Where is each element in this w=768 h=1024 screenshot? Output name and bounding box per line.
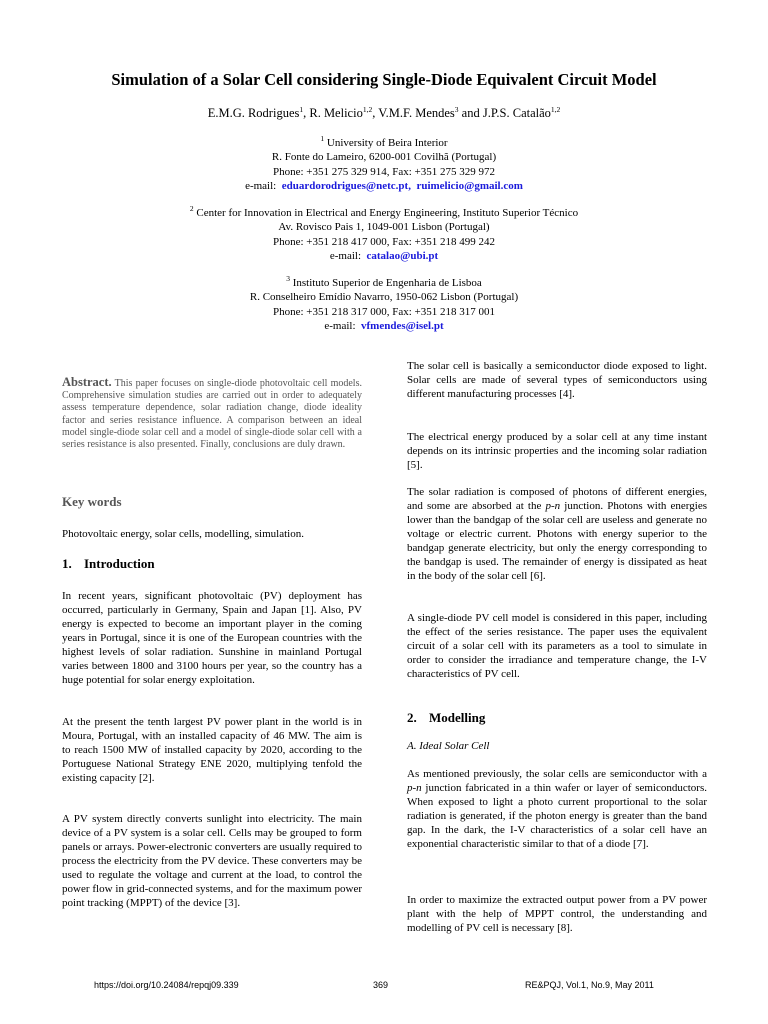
paper-title: Simulation of a Solar Cell considering Single-Diode Equivalent Circuit Model — [111, 70, 657, 89]
paragraph: In order to maximize the extracted output power from a PV power plant with the help of MPPT control, the understanding and modelling of PV cell is necessary [8]. — [407, 894, 707, 934]
abstract-text: This paper focuses on single-diode photovoltaic cell models. Comprehensive simulation studies are carried out in order to adequately assess temperature dependence, solar radiation change, diode ideality factor and series resistance influence. A comparison between an ideal model single-diode solar cell and a model of single-diode solar cell with a series resistance is also presented. Finally, conclusions are duly drawn. — [62, 378, 362, 451]
intro-paragraph-3 — [62, 812, 362, 910]
affiliation-name: University of Beira Interior — [326, 137, 448, 149]
paragraph: At the present the tenth largest PV power plant in the world is in Moura, Portugal, with an installed capacity of 46 MW. The aim is to reach 1500 MW of installed capacity by 2020, according to the Portuguese National Strategy ENE 2020, multiplying tenfold the existing capacity [2]. — [62, 716, 362, 784]
text-run: As mentioned previously, the solar cells are semiconductor with a — [407, 768, 707, 780]
paragraph: The solar cell is basically a semiconductor diode exposed to light. Solar cells are made of several types of semiconductors using different manufacturing processes [4]. — [407, 360, 707, 400]
affiliation-address: Av. Rovisco Pais 1, 1049-001 Lisbon (Portugal) — [278, 221, 490, 234]
intro-paragraph-1 — [62, 589, 362, 687]
section-title: Introduction — [84, 556, 155, 571]
keywords-heading: Key words — [62, 494, 122, 509]
affiliation-2 — [0, 206, 768, 263]
footer-page-number: 369 — [373, 980, 389, 990]
author-name: J.P.S. Catalão — [482, 106, 551, 120]
right-paragraph-3 — [407, 485, 707, 583]
affiliation-name: Center for Innovation in Electrical and Energy Engineering, Instituto Superior Técnico — [196, 207, 579, 219]
keywords-text: Photovoltaic energy, solar cells, modelling, simulation. — [62, 528, 304, 540]
text-run: The solar radiation is composed of photons of different energies, and some are absorbed at the — [407, 486, 707, 512]
text-run: junction. Photons with energies lower than the bandgap of the solar cell are useless and generate no voltage or electric current. Photons with energy superior to the bandgap generate electricity, but only the energy corresponding to the bandgap is used. The remainder of energy is dissipated as heat in the body of the solar cell [6]. — [407, 500, 707, 582]
affiliation-phone: Phone: +351 218 317 000, Fax: +351 218 317 001 — [272, 305, 496, 318]
paragraph: A PV system directly converts sunlight into electricity. The main device of a PV system is a solar cell. Cells may be grouped to form panels or arrays. Power-electronic converters are usually required to process the electricity from the PV device. These converters may be used to regulate the voltage and current at the load, to control the power flow in grid-connected systems, and for the maximum power point tracking (MPPT) of the device [3]. — [62, 813, 363, 909]
text-italic: p-n — [407, 782, 422, 794]
subsection-heading: A. Ideal Solar Cell — [407, 740, 490, 752]
section-title: Modelling — [429, 710, 486, 725]
author-separator: , — [372, 106, 379, 120]
right-paragraph-1 — [407, 359, 707, 401]
paragraph: A single-diode PV cell model is considered in this paper, including the effect of the series resistance. The paper uses the equivalent circuit of a solar cell with its parameters as a tool to simulate in order to consider the irradiance and temperature change, the I-V characteristics of PV cell. — [407, 612, 707, 680]
author-name: R. Melicio — [309, 106, 363, 120]
affiliation-phone: Phone: +351 218 417 000, Fax: +351 218 499 242 — [272, 235, 496, 248]
abstract — [62, 376, 362, 451]
affiliation-mark: 1 — [320, 134, 325, 143]
right-paragraph-2 — [407, 430, 707, 472]
affiliation-mark: 3 — [286, 274, 290, 283]
abstract-label: Abstract. — [62, 375, 112, 389]
author-affiliation-mark: 1 — [299, 105, 304, 114]
section-heading-modelling — [407, 710, 485, 726]
email-link[interactable]: ruimelicio@gmail.com — [416, 179, 523, 192]
author-list — [0, 106, 768, 121]
modelling-paragraph-2 — [407, 893, 707, 935]
text-run: junction fabricated in a thin wafer or layer of semiconductors. When exposed to light a photo current proportional to the solar radiation is generated, if the photon energy is greater than the band gap. In the dark, the I-V characteristics of a solar cell have an exponential characteristic similar to that of a diode [7]. — [407, 782, 707, 850]
affiliation-name: Instituto Superior de Engenharia de Lisboa — [292, 277, 482, 289]
email-link[interactable]: catalao@ubi.pt — [366, 249, 439, 262]
modelling-paragraph-1 — [407, 767, 707, 851]
section-heading-introduction — [62, 556, 155, 572]
author-separator: and — [458, 106, 483, 120]
affiliation-mark: 2 — [189, 204, 194, 213]
email-label: e-mail: — [324, 319, 356, 332]
paragraph: In recent years, significant photovoltaic (PV) deployment has occurred, particularly in Germany, Spain and Japan [1]. Also, PV energy is expected to become an important player in the coming years in Portugal, since it is one of the European countries with the highest levels of solar radiation. Sunshine in mainland Portugal varies between 1800 and 3100 hours per year, so the country has a huge potential for solar energy exploitation. — [62, 590, 362, 686]
affiliation-1 — [0, 136, 768, 193]
author-name: E.M.G. Rodrigues — [207, 106, 300, 120]
author-affiliation-mark: 3 — [454, 105, 459, 114]
footer-journal: RE&PQJ, Vol.1, No.9, May 2011 — [525, 980, 654, 990]
footer-doi[interactable]: https://doi.org/10.24084/repqj09.339 — [94, 980, 239, 990]
paragraph: The electrical energy produced by a solar cell at any time instant depends on its intrinsic properties and the incoming solar radiation [5]. — [407, 431, 707, 471]
author-name: V.M.F. Mendes — [378, 106, 455, 120]
affiliation-address: R. Fonte do Lameiro, 6200-001 Covilhã (Portugal) — [271, 151, 497, 164]
section-number: 1. — [62, 556, 72, 571]
email-label: e-mail: — [245, 179, 277, 192]
affiliation-address: R. Conselheiro Emídio Navarro, 1950-062 Lisbon (Portugal) — [249, 291, 519, 304]
section-number: 2. — [407, 710, 417, 725]
author-separator: , — [303, 106, 310, 120]
right-paragraph-4 — [407, 611, 707, 681]
email-link[interactable]: eduardorodrigues@netc.pt — [281, 179, 409, 192]
email-link[interactable]: vfmendes@isel.pt — [361, 319, 444, 332]
paragraph — [407, 485, 707, 583]
intro-paragraph-2 — [62, 715, 362, 785]
email-label: e-mail: — [329, 249, 361, 262]
text-italic: p-n — [545, 500, 561, 512]
email-separator: , — [408, 179, 411, 192]
paragraph — [407, 767, 707, 851]
author-affiliation-mark: 1,2 — [550, 105, 561, 114]
affiliation-phone: Phone: +351 275 329 914, Fax: +351 275 329 972 — [272, 165, 496, 178]
author-affiliation-mark: 1,2 — [362, 105, 373, 114]
affiliation-3 — [0, 276, 768, 333]
